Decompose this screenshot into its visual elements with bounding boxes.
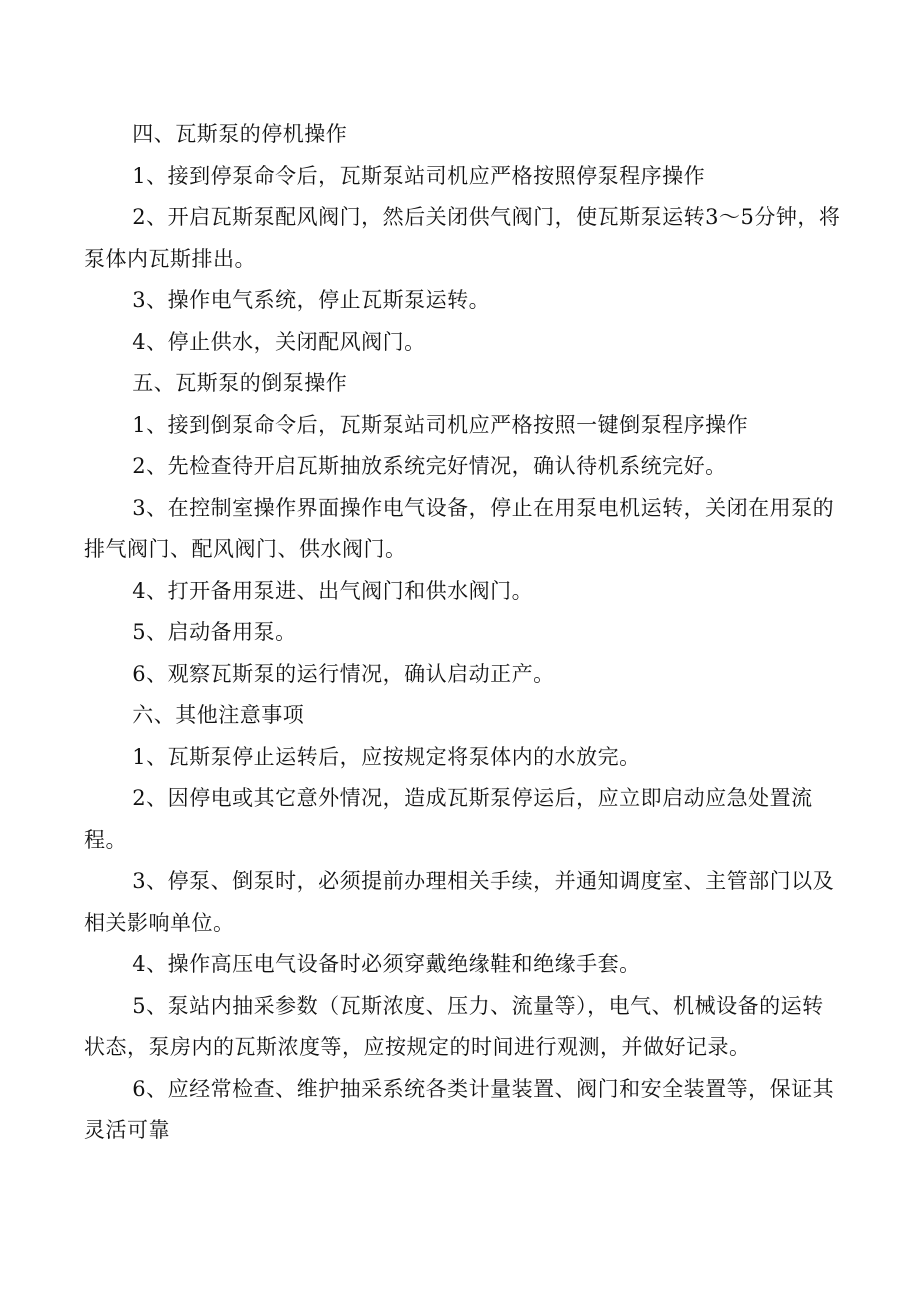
paragraph: 3、在控制室操作界面操作电气设备，停止在用泵电机运转，关闭在用泵的排气阀门、配风阀门、供水阀门。: [84, 495, 835, 561]
paragraph: 5、泵站内抽采参数（瓦斯浓度、压力、流量等），电气、机械设备的运转状态，泵房内的瓦斯浓度等，应按规定的时间进行观测，并做好记录。: [84, 993, 824, 1059]
section-heading-shutdown: 四、瓦斯泵的停机操作: [132, 122, 348, 146]
paragraph: 1、接到倒泵命令后，瓦斯泵站司机应严格按照一键倒泵程序操作: [132, 412, 749, 437]
paragraph: 6、应经常检查、维护抽采系统各类计量装置、阀门和安全装置等，保证其灵活可靠: [84, 1076, 835, 1142]
paragraph: 3、操作电气系统，停止瓦斯泵运转。: [132, 288, 491, 312]
section-heading-other-notes: 六、其他注意事项: [132, 703, 305, 727]
paragraph: 1、瓦斯泵停止运转后，应按规定将泵体内的水放完。: [132, 744, 641, 769]
paragraph: 4、打开备用泵进、出气阀门和供水阀门。: [132, 578, 534, 603]
paragraph: 2、先检查待开启瓦斯抽放系统完好情况，确认待机系统完好。: [132, 454, 727, 478]
paragraph: 1、接到停泵命令后，瓦斯泵站司机应严格按照停泵程序操作: [132, 163, 706, 188]
paragraph: 3、停泵、倒泵时，必须提前办理相关手续，并通知调度室、主管部门以及相关影响单位。: [84, 869, 835, 935]
paragraph: 6、观察瓦斯泵的运行情况，确认启动正产。: [132, 661, 555, 686]
paragraph: 4、停止供水，关闭配风阀门。: [132, 329, 426, 354]
document-body: [84, 114, 844, 1152]
section-heading-switch-pump: 五、瓦斯泵的倒泵操作: [132, 371, 348, 395]
paragraph: 2、因停电或其它意外情况，造成瓦斯泵停运后，应立即启动应急处置流程。: [84, 786, 813, 852]
paragraph: 2、开启瓦斯泵配风阀门，然后关闭供气阀门，使瓦斯泵运转3～5分钟，将泵体内瓦斯排出。: [84, 205, 841, 271]
paragraph: 4、操作高压电气设备时必须穿戴绝缘鞋和绝缘手套。: [132, 952, 641, 976]
paragraph: 5、启动备用泵。: [132, 620, 297, 644]
